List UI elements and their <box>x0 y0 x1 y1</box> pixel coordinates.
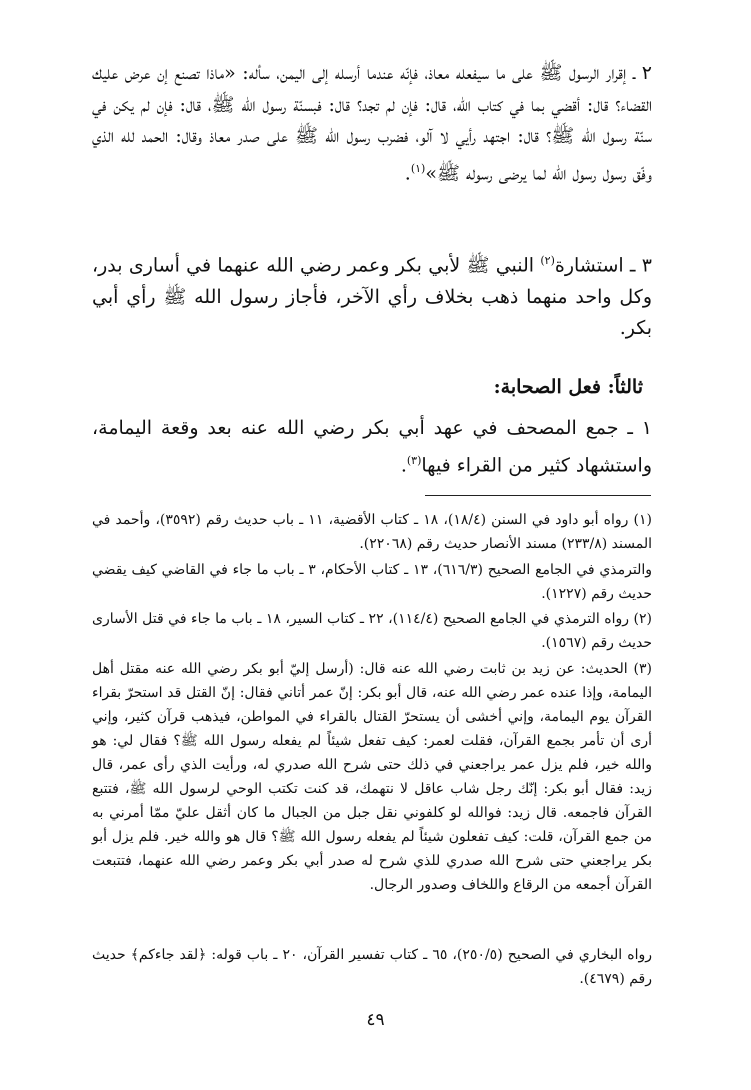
footnote-1: (١) رواه أبو داود في السنن (١٨/٤)، ١٨ ـ كتاب الأقضية، ١١ ـ باب حديث رقم (٣٥٩٢)، وأحمد في المسند (٢٣٣/٨) مسند الأنصار حديث رقم (٢٢٠٦٨). <box>92 512 652 552</box>
footnote-3: (٣) الحديث: عن زيد بن ثابت رضي الله عنه قال: (أرسل إليّ أبو بكر رضي الله عنه مقتل أهل اليمامة، وإذا عنده عمر رضي الله عنه، قال أبو بكر: إنّ عمر أتاني فقال: إنّ القتل قد استحرّ بقراء القرآن يوم اليمامة، وإني أخشى أن يستحرّ القتال بالقراء في المواطن، فيذهب قرآن كثير، وإني أرى أن تأمر بجمع القرآن، فقلت لعمر: كيف تفعل شيئاً لم يفعله رسول الله ﷺ؟ فقال لي: هو والله خير، فلم يزل عمر يراجعني في ذلك حتى شرح الله صدري له، ورأيت الذي رأى عمر، قال زيد: فقال أبو بكر: إنّك رجل شاب عاقل لا نتهمك، قد كنت تكتب الوحي لرسول الله ﷺ، فتتبع القرآن فاجمعه. قال زيد: فوالله لو كلفوني نقل جبل من الجبال ما كان أثقل عليّ ممّا أمرني به من جمع القرآن، قلت: كيف تفعلون شيئاً لم يفعله رسول الله ﷺ؟ قال هو والله خير. فلم يزل أبو بكر يراجعني حتى شرح الله صدري للذي شرح له صدر أبي بكر وعمر رضي الله عنهما، فتتبعت القرآن أجمعه من الرقاع واللخاف وصدور الرجال. <box>92 661 652 893</box>
footnote-3-source: رواه البخاري في الصحيح (٢٥٠/٥)، ٦٥ ـ كتاب تفسير القرآن، ٢٠ ـ باب قوله: ﴿لقد جاءكم﴾ حديث رقم (٤٦٧٩). <box>92 947 653 987</box>
paragraph-item-2: ٢ ـ إقرار الرسول ﷺ على ما سيفعله معاذ، فإنّه عندما أرسله إلى اليمن، سأله: «ماذا تصنع إن عرض عليك القضاء؟ قال: أقضي بما في كتاب الله، قال: فإن لم تجد؟ قال: فبسنّة رسول الله ﷺ، قال: فإن لم يكن في سنّة رسول الله ﷺ؟ قال: اجتهد رأيي لا آلو، فضرب رسول الله ﷺ على صدر معاذ وقال: الحمد لله الذي وفّق رسول رسول الله لما يرضى رسوله ﷺ»$^{(١)}$. <box>92 62 652 184</box>
footnote-ref-1: (١) <box>410 161 426 175</box>
paragraph-collection-1: ١ ـ جمع المصحف في عهد أبي بكر رضي الله عنه بعد وقعة اليمامة، واستشهاد كثير من القراء فيها$^{(٣)}$. <box>92 417 652 476</box>
section-heading: ثالثاً: فعل الصحابة: <box>493 376 643 398</box>
paragraph-item-3: ٣ ـ استشارة$^{(٢)}$ النبي ﷺ لأبي بكر وعمر رضي الله عنهما في أسارى بدر، وكل واحد منهما ذهب بخلاف رأي الآخر، فأجاز رسول الله ﷺ رأي أبي بكر. <box>92 254 652 340</box>
footnote-ref-3: (٣) <box>406 453 422 467</box>
footnote-divider <box>425 495 651 496</box>
footnote-ref-2: (٢) <box>540 254 555 267</box>
footnote-2: (٢) رواه الترمذي في الجامع الصحيح (١١٤/٤)، ٢٢ ـ كتاب السير، ١٨ ـ باب ما جاء في قتل الأسارى حديث رقم (١٥٦٧). <box>92 611 652 651</box>
footnote-1-continued: والترمذي في الجامع الصحيح (٦١٦/٣)، ١٣ ـ كتاب الأحكام، ٣ ـ باب ما جاء في القاضي كيف يقضي حديث رقم (١٢٢٧). <box>92 562 652 602</box>
page-number: ٤٩ <box>366 1010 385 1030</box>
